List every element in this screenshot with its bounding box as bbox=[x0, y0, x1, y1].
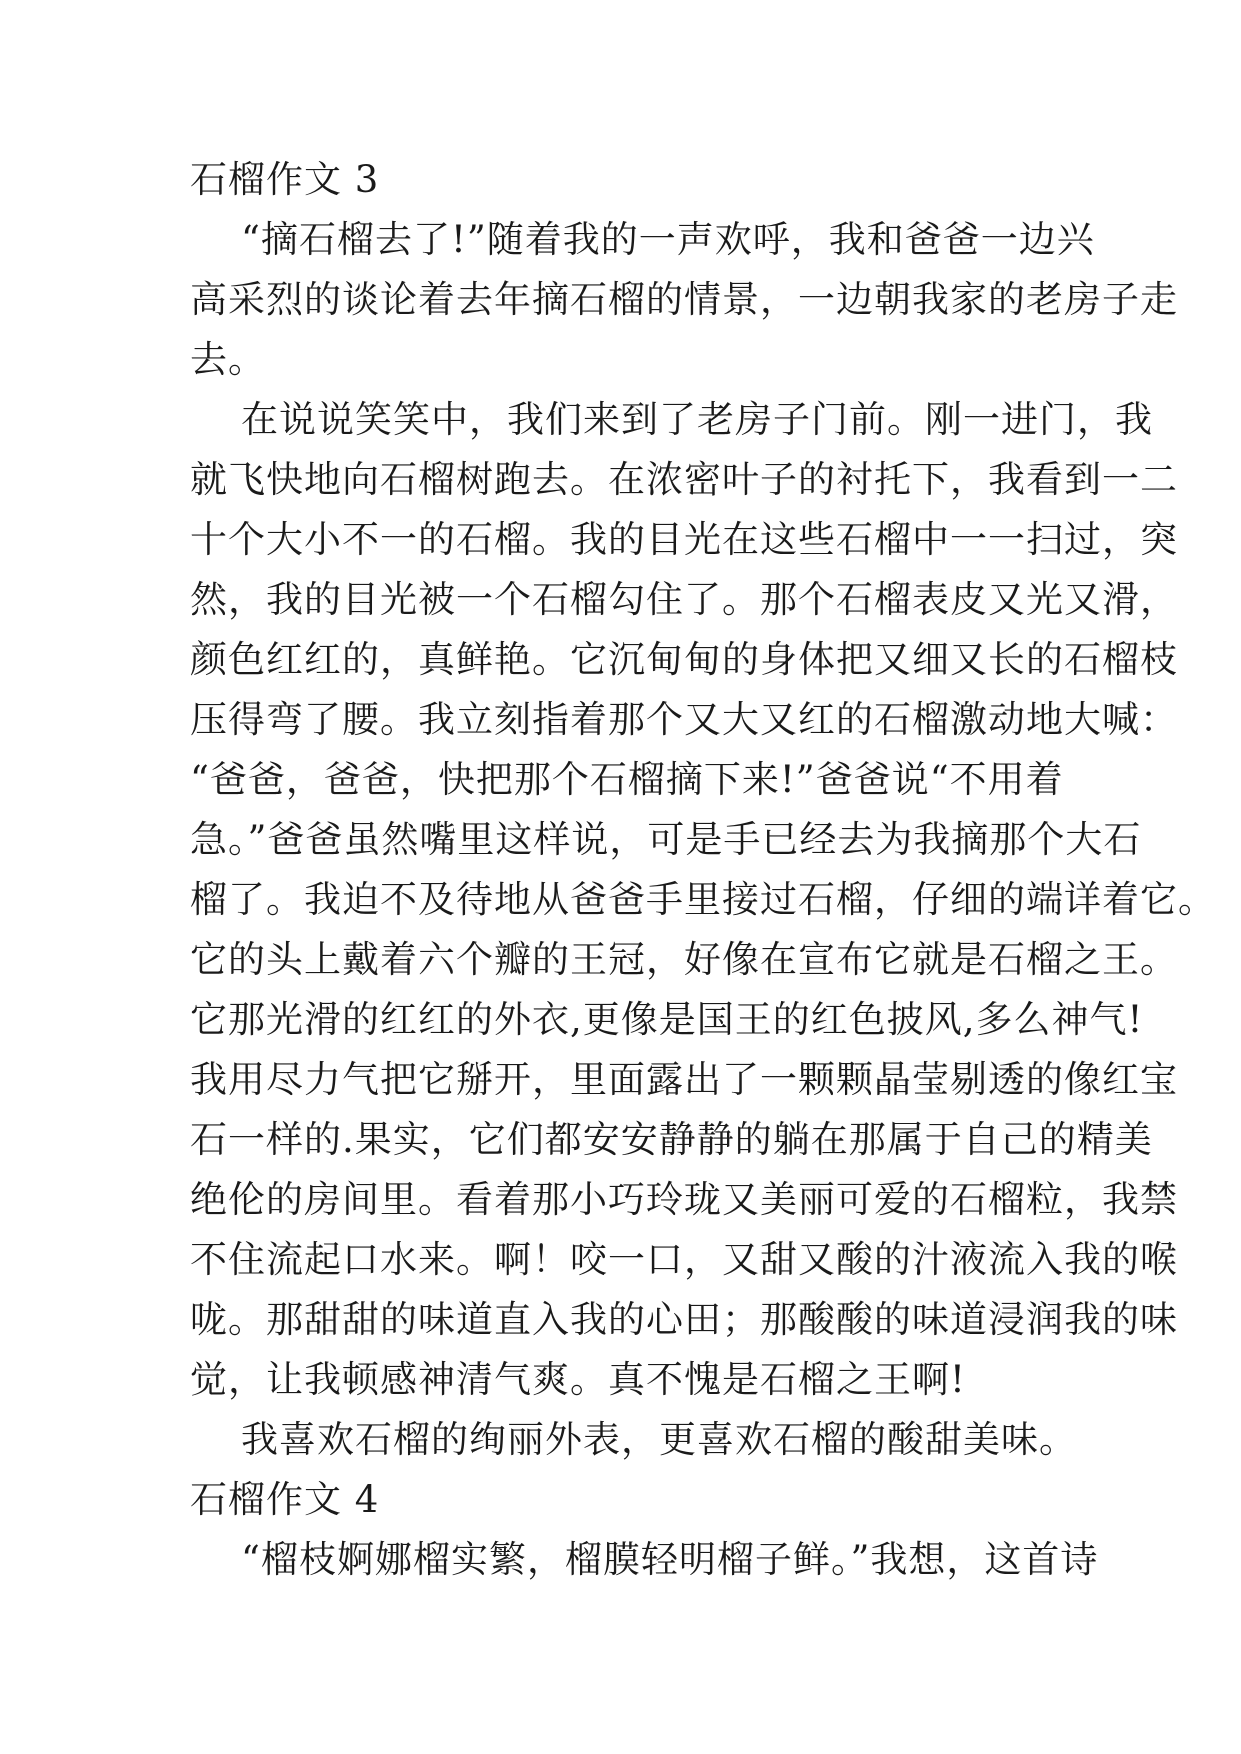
text-line: 咙。那甜甜的味道直入我的心田；那酸酸的味道浸润我的味 bbox=[190, 1298, 1178, 1341]
text-line: “摘石榴去了!”随着我的一声欢呼，我和爸爸一边兴 bbox=[190, 218, 1095, 261]
essay-title-3: 石榴作文 3 bbox=[190, 158, 380, 201]
text-line: 十个大小不一的石榴。我的目光在这些石榴中一一扫过，突 bbox=[190, 518, 1178, 561]
text-line: 就飞快地向石榴树跑去。在浓密叶子的衬托下，我看到一二 bbox=[190, 458, 1178, 501]
essay-title-4: 石榴作文 4 bbox=[190, 1478, 380, 1521]
text-line: 绝伦的房间里。看着那小巧玲珑又美丽可爱的石榴粒，我禁 bbox=[190, 1178, 1178, 1221]
text-line: 它那光滑的红红的外衣,更像是国王的红色披风,多么神气! bbox=[190, 998, 1144, 1041]
text-line: 我用尽力气把它掰开，里面露出了一颗颗晶莹剔透的像红宝 bbox=[190, 1058, 1178, 1101]
text-line: 它的头上戴着六个瓣的王冠，好像在宣布它就是石榴之王。 bbox=[190, 938, 1178, 981]
text-line: “榴枝婀娜榴实繁，榴膜轻明榴子鲜。”我想，这首诗 bbox=[190, 1538, 1099, 1581]
text-line: 急。”爸爸虽然嘴里这样说，可是手已经去为我摘那个大石 bbox=[190, 818, 1142, 861]
text-line: 不住流起口水来。啊！咬一口，又甜又酸的汁液流入我的喉 bbox=[190, 1238, 1178, 1281]
text-line: 觉，让我顿感神清气爽。真不愧是石榴之王啊! bbox=[190, 1358, 966, 1401]
text-line: 然，我的目光被一个石榴勾住了。那个石榴表皮又光又滑， bbox=[190, 578, 1178, 621]
text-line: 颜色红红的，真鲜艳。它沉甸甸的身体把又细又长的石榴枝 bbox=[190, 638, 1178, 681]
text-line: 石一样的.果实，它们都安安静静的躺在那属于自己的精美 bbox=[190, 1118, 1153, 1161]
text-line: 压得弯了腰。我立刻指着那个又大又红的石榴激动地大喊： bbox=[190, 698, 1178, 741]
text-line: 我喜欢石榴的绚丽外表，更喜欢石榴的酸甜美味。 bbox=[190, 1418, 1078, 1461]
text-line: 榴了。我迫不及待地从爸爸手里接过石榴，仔细的端详着它。 bbox=[190, 878, 1216, 921]
text-line: 去。 bbox=[190, 338, 266, 381]
text-line: 高采烈的谈论着去年摘石榴的情景，一边朝我家的老房子走 bbox=[190, 278, 1178, 321]
text-line: 在说说笑笑中，我们来到了老房子门前。刚一进门，我 bbox=[190, 398, 1154, 441]
text-line: “爸爸，爸爸，快把那个石榴摘下来!”爸爸说“不用着 bbox=[190, 758, 1064, 801]
